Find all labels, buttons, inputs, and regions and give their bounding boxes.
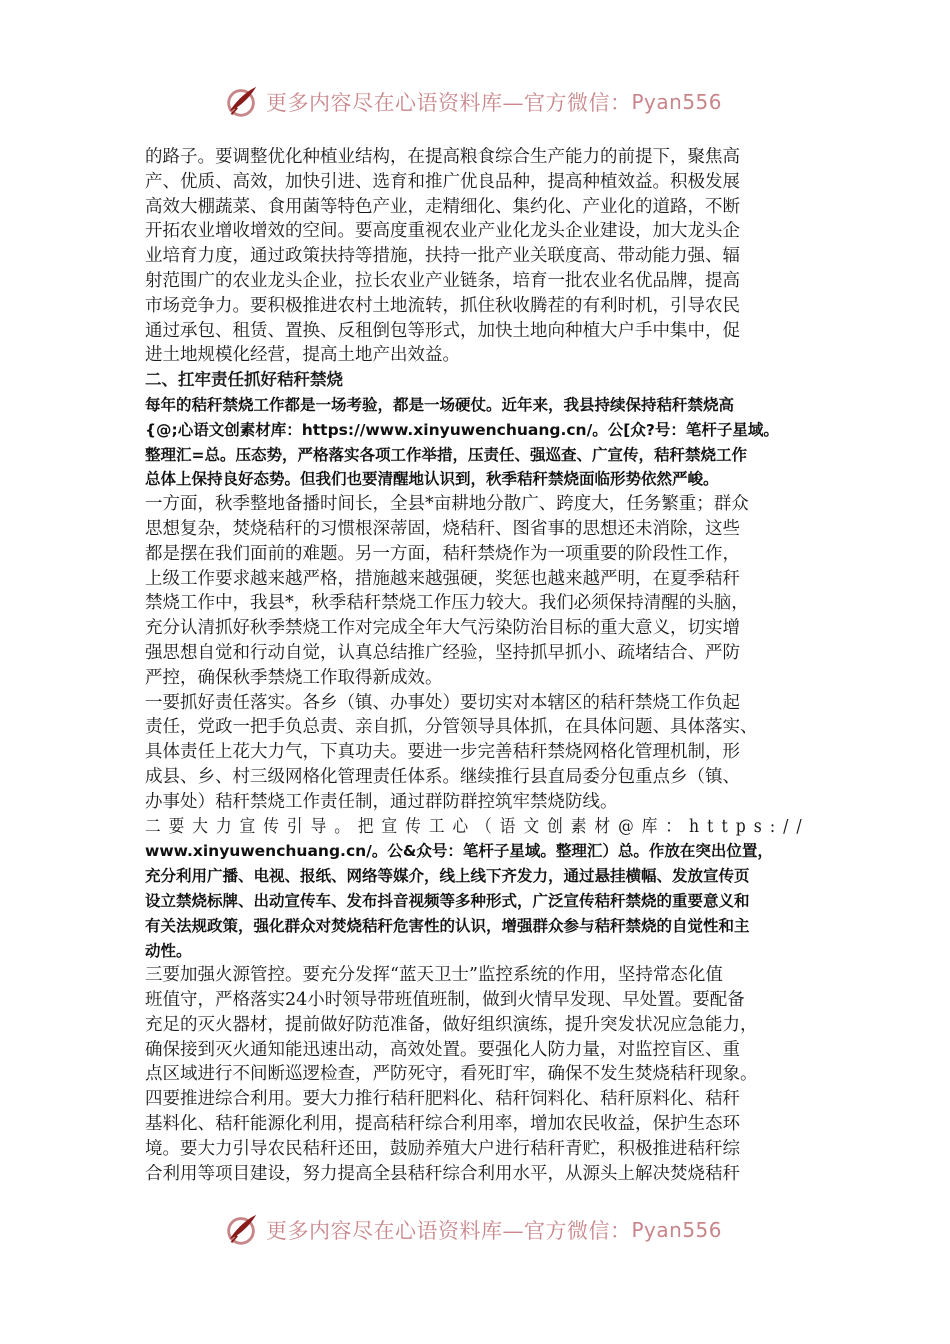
paragraph-line: 责任，党政一把手负总责、亲自抓，分管领导具体抓，在具体问题、具体落实、 [145, 717, 758, 738]
paragraph-line: {@;心语文创素材库：https://www.xinyuwenchuang.cn/。公[众?号：笔杆子星域。 [145, 420, 779, 439]
paragraph-line: 确保接到灭火通知能迅速出动，高效处置。要强化人防力量，对监控盲区、重 [145, 1039, 740, 1060]
paragraph-line: 思想复杂，焚烧秸秆的习惯根深蒂固，烧秸秆、图省事的思想还未消除，这些 [145, 518, 740, 539]
paragraph-line: 四要推进综合利用。要大力推行秸秆肥料化、秸秆饲料化、秸秆原料化、秸秆 [145, 1089, 740, 1110]
paragraph-line: 一方面，秋季整地备播时间长，全县*亩耕地分散广、跨度大，任务繁重；群众 [145, 494, 749, 515]
paragraph-line: 整理汇=总。压态势，严格落实各项工作举措，压责任、强巡查、广宣传，秸秆禁烧工作 [145, 445, 747, 464]
paragraph-line: 三要加强火源管控。要充分发挥“蓝天卫士”监控系统的作用，坚持常态化值 [145, 965, 723, 986]
paragraph-line: 都是摆在我们面前的难题。另一方面，秸秆禁烧作为一项重要的阶段性工作， [145, 543, 740, 564]
paragraph-line: 的路子。要调整优化种植业结构，在提高粮食综合生产能力的前提下，聚焦高 [145, 147, 740, 167]
banner-wechat-id: Pyan556 [631, 1218, 722, 1242]
banner-text: 更多内容尽在心语资料库—官方微信： [265, 91, 632, 115]
paragraph-line: 产、优质、高效，加快引进、选育和推广优良品种，提高种植效益。积极发展 [145, 171, 740, 192]
paragraph-line: 禁烧工作中，我县*，秋季秸秆禁烧工作压力较大。我们必须保持清醒的头脑， [145, 593, 749, 614]
paragraph-line: 通过承包、租赁、置换、反租倒包等形式，加快土地向种植大户手中集中，促 [145, 320, 740, 341]
paragraph-line: 市场竞争力。要积极推进农村土地流转，抓住秋收腾茬的有利时机，引导农民 [145, 295, 740, 316]
paragraph-line: 充分利用广播、电视、报纸、网络等媒介，线上线下齐发力，通过悬挂横幅、发放宣传页 [145, 867, 750, 886]
paragraph-line: 班值守，严格落实24小时领导带班值班制，做到火情早发现、早处置。要配备 [145, 990, 745, 1011]
quill-logo-icon [222, 82, 260, 122]
paragraph-line: 射范围广的农业龙头企业，拉长农业产业链条，培育一批农业名优品牌，提高 [145, 270, 740, 291]
paragraph-line: 境。要大力引导农民秸秆还田，鼓励养殖大户进行秸秆青贮，积极推进秸秆综 [145, 1138, 740, 1159]
paragraph-line: 业培育力度，通过政策扶持等措施，扶持一批产业关联度高、带动能力强、辐 [145, 246, 740, 267]
paragraph-line: 严控，确保秋季禁烧工作取得新成效。 [145, 667, 443, 688]
paragraph-line: 一要抓好责任落实。各乡（镇、办事处）要切实对本辖区的秸秆禁烧工作负起 [145, 692, 740, 713]
footer-watermark-banner [222, 1210, 722, 1250]
paragraph-line: 上级工作要求越来越严格，措施越来越强硬，奖惩也越来越严明，在夏季秸秆 [145, 568, 740, 589]
paragraph-line: 具体责任上花大力气，下真功夫。要进一步完善秸秆禁烧网格化管理机制，形 [145, 742, 740, 763]
paragraph-line: 点区域进行不间断巡逻检查，严防死守，看死盯牢，确保不发生焚烧秸秆现象。 [145, 1064, 758, 1085]
banner-text: 更多内容尽在心语资料库—官方微信： [265, 1219, 632, 1243]
quill-logo-icon [222, 1210, 260, 1250]
paragraph-line: 办事处）秸秆禁烧工作责任制，通过群防群控筑牢禁烧防线。 [145, 791, 618, 812]
paragraph-line: 进土地规模化经营，提高土地产出效益。 [145, 345, 460, 366]
header-watermark-banner [222, 82, 722, 122]
paragraph-line: 成县、乡、村三级网格化管理责任体系。继续推行县直局委分包重点乡（镇、 [145, 766, 740, 787]
paragraph-line: 基料化、秸秆能源化利用，提高秸秆综合利用率，增加农民收益，保护生态环 [145, 1114, 740, 1135]
paragraph-line: 有关法规政策，强化群众对焚烧秸秆危害性的认识，增强群众参与秸秆禁烧的自觉性和主 [145, 916, 750, 935]
paragraph-line: 高效大棚蔬菜、食用菌等特色产业，走精细化、集约化、产业化的道路，不断 [145, 196, 740, 217]
paragraph-line: 强思想自觉和行动自觉，认真总结推广经验，坚持抓早抓小、疏堵结合、严防 [145, 642, 740, 663]
paragraph-line: 开拓农业增收增效的空间。要高度重视农业产业化龙头企业建设，加大龙头企 [145, 221, 740, 242]
paragraph-line: 二要大力宣传引导。把宣传工心（语文创素材@库：https:// [145, 816, 810, 837]
section-heading: 二、扛牢责任抓好秸秆禁烧 [145, 370, 343, 390]
paragraph-line: 总体上保持良好态势。但我们也要清醒地认识到，秋季秸秆禁烧面临形势依然严峻。 [145, 470, 719, 489]
paragraph-line: www.xinyuwenchuang.cn/。公&众号：笔杆子星域。整理汇）总。作放在突出位置， [145, 842, 773, 861]
document-body [145, 145, 810, 1186]
paragraph-line: 合利用等项目建设，努力提高全县秸秆综合利用水平，从源头上解决焚烧秸秆 [145, 1163, 740, 1184]
paragraph-line: 充足的灭火器材，提前做好防范准备，做好组织演练，提升突发状况应急能力， [145, 1014, 758, 1035]
paragraph-line: 每年的秸秆禁烧工作都是一场考验，都是一场硬仗。近年来，我县持续保持秸秆禁烧高 [145, 395, 735, 414]
paragraph-line: 动性。 [145, 941, 192, 960]
banner-wechat-id: Pyan556 [631, 90, 722, 114]
paragraph-line: 设立禁烧标牌、出动宣传车、发布抖音视频等多种形式，广泛宣传秸秆禁烧的重要意义和 [145, 891, 750, 910]
paragraph-line: 充分认清抓好秋季禁烧工作对完成全年大气污染防治目标的重大意义，切实增 [145, 618, 740, 639]
